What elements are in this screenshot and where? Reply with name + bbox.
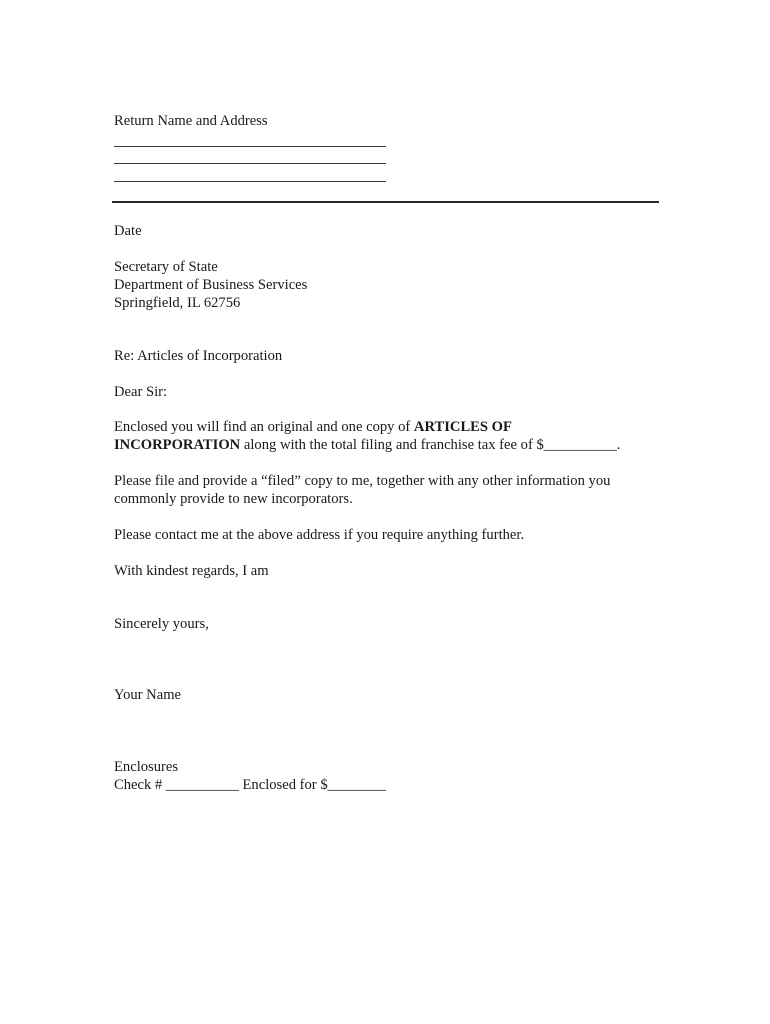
paragraph-enclosed-line-2 — [114, 436, 620, 454]
recipient-address — [114, 258, 307, 312]
enclosed-for-text: Enclosed for $ — [238, 777, 328, 793]
enclosed-amount-blank[interactable]: ________ — [327, 777, 386, 793]
re-line: Re: Articles of Incorporation — [114, 348, 283, 364]
your-name-label: Your Name — [114, 687, 182, 703]
paragraph-contact: Please contact me at the above address if you require anything further. — [114, 527, 525, 543]
paragraph-enclosed — [114, 418, 620, 454]
enclosures-block — [114, 758, 386, 794]
fee-amount-blank[interactable]: __________ — [543, 437, 617, 453]
header-divider — [112, 201, 659, 203]
paragraph-enclosed-text: Enclosed you will find an original and one copy of — [114, 419, 414, 435]
recipient-line-3: Springfield, IL 62756 — [114, 295, 241, 311]
articles-of-bold: ARTICLES OF — [413, 419, 512, 435]
check-line — [114, 776, 386, 794]
paragraph-file-request-line-2: commonly provide to new incorporators. — [114, 491, 353, 507]
check-number-blank[interactable]: __________ — [165, 777, 239, 793]
recipient-line-2: Department of Business Services — [114, 277, 308, 293]
check-prefix: Check # — [114, 777, 166, 793]
closing-regards: With kindest regards, I am — [114, 563, 269, 579]
date-label: Date — [114, 223, 142, 239]
recipient-line-1: Secretary of State — [114, 259, 218, 275]
return-name-address-label: Return Name and Address — [114, 113, 268, 129]
return-address-blank-line-1[interactable] — [114, 146, 386, 147]
signoff: Sincerely yours, — [114, 616, 209, 632]
return-address-blank-line-3[interactable] — [114, 181, 386, 182]
incorporation-bold: INCORPORATION — [114, 437, 241, 453]
salutation: Dear Sir: — [114, 384, 168, 400]
paragraph-file-request — [114, 472, 610, 508]
enclosures-label: Enclosures — [114, 759, 179, 775]
filing-fee-text: along with the total filing and franchise tax fee of $ — [240, 437, 544, 453]
paragraph-enclosed-line-1 — [114, 418, 620, 436]
fee-period: . — [616, 437, 621, 453]
paragraph-file-request-line-1: Please file and provide a “filed” copy to me, together with any other information you — [114, 473, 611, 489]
return-address-blank-line-2[interactable] — [114, 163, 386, 164]
